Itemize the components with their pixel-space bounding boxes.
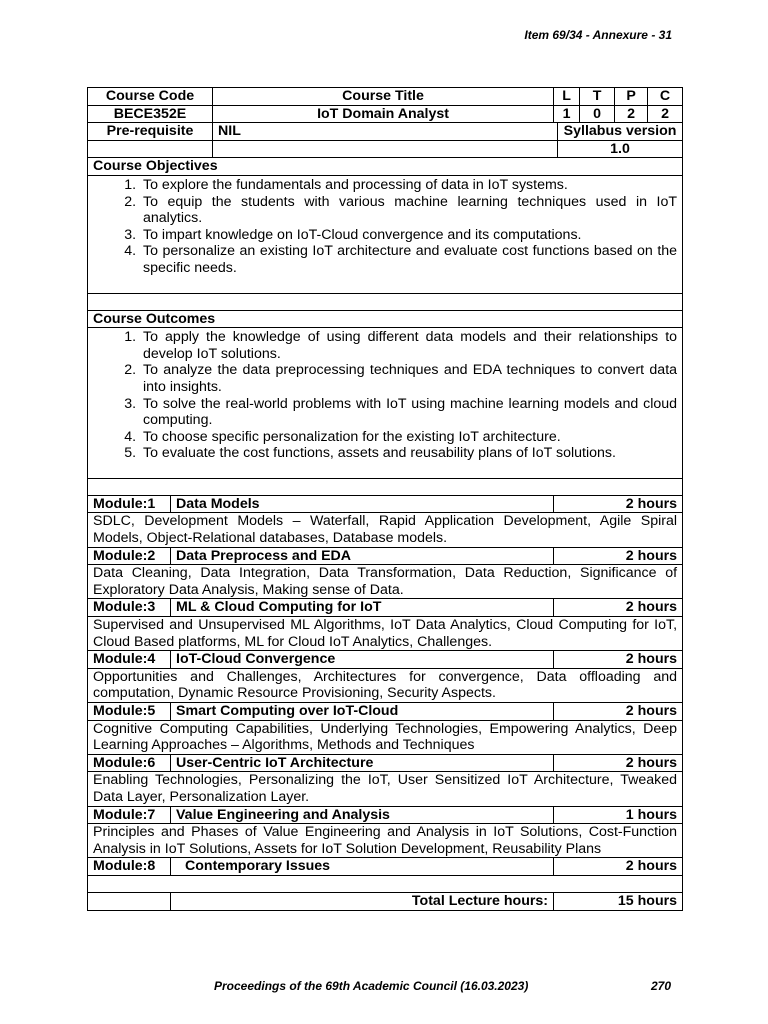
syllabus-version-row — [88, 140, 683, 158]
document-reference: Item 69/34 - Annexure - 31 — [524, 28, 672, 42]
objectives-heading: Course Objectives — [88, 158, 683, 176]
module-header-row — [88, 495, 683, 513]
outcomes-list-row — [88, 328, 683, 479]
module-label: Module:4 — [88, 651, 171, 669]
module-hours: 1 hours — [554, 806, 683, 824]
module-content-row — [88, 565, 683, 599]
list-item: 2. To equip the students with various machine learning techniques used in IoT analytics. — [140, 194, 677, 227]
module-hours: 2 hours — [554, 703, 683, 721]
module-hours: 2 hours — [554, 495, 683, 513]
module-header-row — [88, 806, 683, 824]
module-content-row — [88, 668, 683, 702]
course-info-row — [88, 105, 683, 123]
total-label: Total Lecture hours: — [171, 892, 554, 910]
syllabus-table — [87, 87, 683, 911]
course-code-label: Course Code — [88, 88, 213, 106]
module-title: Value Engineering and Analysis — [171, 806, 554, 824]
module-content-row — [88, 513, 683, 547]
t-label: T — [580, 88, 615, 106]
module-content: Opportunities and Challenges, Architectures for convergence, Data offloading and computation, Dynamic Resource Provisioning, Security Aspects. — [88, 668, 683, 702]
module-header-row — [88, 651, 683, 669]
prerequisite-value: NIL — [213, 123, 558, 141]
t-value: 0 — [580, 105, 615, 123]
module-hours: 2 hours — [554, 547, 683, 565]
module-hours: 2 hours — [554, 651, 683, 669]
module-label: Module:2 — [88, 547, 171, 565]
module-content — [88, 875, 683, 892]
course-title-label: Course Title — [213, 88, 554, 106]
module-title: Data Preprocess and EDA — [171, 547, 554, 565]
list-item: 4. To personalize an existing IoT architecture and evaluate cost functions based on the specific needs. — [140, 243, 677, 276]
module-content: Supervised and Unsupervised ML Algorithms, IoT Data Analytics, Cloud Computing for IoT, Cloud Based platforms, ML for Cloud IoT Analytics, Challenges. — [88, 617, 683, 651]
spacer-row — [88, 478, 683, 495]
total-hours: 15 hours — [554, 892, 683, 910]
module-label: Module:1 — [88, 495, 171, 513]
p-value: 2 — [615, 105, 648, 123]
outcomes-heading: Course Outcomes — [88, 310, 683, 328]
module-content-row — [88, 824, 683, 858]
footer-text: Proceedings of the 69th Academic Council (16.03.2023) — [214, 979, 529, 993]
module-hours: 2 hours — [554, 754, 683, 772]
module-header-row — [88, 703, 683, 721]
module-title: Data Models — [171, 495, 554, 513]
module-header-row — [88, 754, 683, 772]
module-content: SDLC, Development Models – Waterfall, Rapid Application Development, Agile Spiral Models, Object-Relational databases, Database models. — [88, 513, 683, 547]
module-header-row — [88, 547, 683, 565]
p-label: P — [615, 88, 648, 106]
c-value: 2 — [648, 105, 683, 123]
prerequisite-row — [88, 123, 683, 141]
module-header-row — [88, 599, 683, 617]
module-label: Module:8 — [88, 858, 171, 876]
objectives-heading-row — [88, 158, 683, 176]
module-title: ML & Cloud Computing for IoT — [171, 599, 554, 617]
list-item: 5. To evaluate the cost functions, assets and reusability plans of IoT solutions. — [140, 445, 677, 462]
syllabus-version-label: Syllabus version — [558, 123, 683, 141]
module-title: User-Centric IoT Architecture — [171, 754, 554, 772]
list-item: 4. To choose specific personalization for the existing IoT architecture. — [140, 429, 677, 446]
module-content: Data Cleaning, Data Integration, Data Transformation, Data Reduction, Significance of Exploratory Data Analysis, Making sense of Data. — [88, 565, 683, 599]
spacer-row — [88, 293, 683, 310]
module-content-row — [88, 772, 683, 806]
course-header-row — [88, 88, 683, 106]
l-value: 1 — [554, 105, 580, 123]
module-label: Module:5 — [88, 703, 171, 721]
module-label: Module:6 — [88, 754, 171, 772]
list-item: 1. To explore the fundamentals and processing of data in IoT systems. — [140, 177, 677, 194]
outcomes-heading-row — [88, 310, 683, 328]
module-hours: 2 hours — [554, 599, 683, 617]
module-hours: 2 hours — [554, 858, 683, 876]
course-title: IoT Domain Analyst — [213, 105, 554, 123]
module-header-row — [88, 858, 683, 876]
module-content: Cognitive Computing Capabilities, Underlying Technologies, Empowering Analytics, Deep Learning Approaches – Algorithms, Methods and Techniques — [88, 720, 683, 754]
module-content-row — [88, 875, 683, 892]
list-item: 1. To apply the knowledge of using different data models and their relationships to develop IoT solutions. — [140, 329, 677, 362]
module-content-row — [88, 617, 683, 651]
page-number: 270 — [651, 979, 672, 993]
module-title: Contemporary Issues — [171, 858, 554, 876]
list-item: 3. To solve the real-world problems with IoT using machine learning models and cloud computing. — [140, 396, 677, 429]
module-content: Principles and Phases of Value Engineering and Analysis in IoT Solutions, Cost-Function Analysis in IoT Solutions, Assets for IoT Solution Development, Reusability Plans — [88, 824, 683, 858]
syllabus-version-value: 1.0 — [558, 140, 683, 158]
objectives-list — [93, 177, 677, 277]
objectives-list-row — [88, 175, 683, 293]
outcomes-list — [93, 329, 677, 462]
module-content-row — [88, 720, 683, 754]
list-item: 2. To analyze the data preprocessing techniques and EDA techniques to convert data into insights. — [140, 362, 677, 395]
c-label: C — [648, 88, 683, 106]
module-label: Module:7 — [88, 806, 171, 824]
module-label: Module:3 — [88, 599, 171, 617]
module-content: Enabling Technologies, Personalizing the IoT, User Sensitized IoT Architecture, Tweaked Data Layer, Personalization Layer. — [88, 772, 683, 806]
prerequisite-label: Pre-requisite — [88, 123, 213, 141]
course-code: BECE352E — [88, 105, 213, 123]
list-item: 3. To impart knowledge on IoT-Cloud convergence and its computations. — [140, 227, 677, 244]
total-row — [88, 892, 683, 910]
l-label: L — [554, 88, 580, 106]
module-title: IoT-Cloud Convergence — [171, 651, 554, 669]
module-title: Smart Computing over IoT-Cloud — [171, 703, 554, 721]
